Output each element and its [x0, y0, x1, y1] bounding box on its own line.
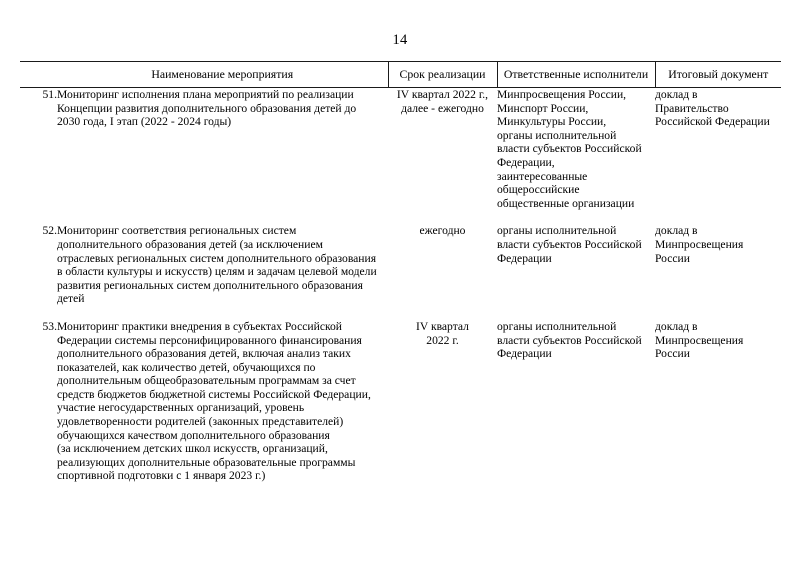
text-line: власти субъектов Российской [497, 333, 642, 347]
column-header-name: Наименование мероприятия [57, 62, 388, 88]
text-line: дополнительного образования детей, включая анализ таких [57, 347, 351, 361]
row-document [655, 320, 781, 483]
text-line: Минпросвещения России, [497, 88, 627, 101]
column-header-term: Срок реализации [388, 62, 497, 88]
text-line: показателей, как количество детей, обучающихся по [57, 360, 316, 374]
row-document [655, 224, 781, 306]
table-header-row [20, 62, 781, 88]
row-term [388, 224, 497, 306]
text-line: Российской Федерации [655, 115, 770, 129]
text-line: власти субъектов Российской [497, 237, 642, 251]
page-number: 14 [392, 32, 408, 48]
text-line: детей [57, 292, 85, 306]
text-line: общественные организации [497, 196, 635, 210]
row-number: 53. [42, 319, 57, 333]
text-line: Минпросвещения [655, 237, 744, 251]
text-line: России [655, 251, 690, 265]
row-term [388, 88, 497, 211]
text-line: доклад в [655, 319, 698, 333]
text-line: в области культуры и искусств) целям и задачам целевой модели [57, 265, 377, 279]
table-row [20, 88, 781, 211]
row-activity-name [57, 224, 388, 306]
row-activity-name [57, 320, 388, 483]
text-line: Федерации, [497, 155, 555, 169]
text-line: удовлетворенности родителей (законных представителей) [57, 415, 344, 429]
text-line: (за исключением детских школ искусств, организаций, [57, 442, 328, 456]
text-line: средств бюджетов бюджетной системы Российской Федерации, [57, 387, 371, 401]
table-row [20, 224, 781, 306]
text-line: Федерации [497, 347, 552, 361]
text-line: отраслевых региональных систем дополнительного образования [57, 251, 377, 265]
row-spacer [20, 210, 781, 224]
row-number: 52. [42, 224, 57, 238]
text-line: участие негосударственных организаций, уровень [57, 401, 305, 415]
table-header [20, 62, 781, 88]
text-line: IV квартал 2022 г., [396, 88, 489, 101]
row-activity-name [57, 88, 388, 211]
text-line: Мониторинг исполнения плана мероприятий по реализации [57, 88, 354, 101]
row-responsible [497, 224, 655, 306]
text-line: органы исполнительной [497, 224, 617, 238]
text-line: Минкультуры России, [497, 115, 607, 129]
activities-table [20, 61, 781, 483]
text-line: Минпросвещения [655, 333, 744, 347]
text-line: Мониторинг практики внедрения в субъектах Российской [57, 319, 343, 333]
text-line: власти субъектов Российской [497, 142, 642, 156]
text-line: заинтересованные [497, 169, 588, 183]
row-spacer-cell [20, 210, 781, 224]
text-line: далее - ежегодно [401, 101, 484, 115]
text-line: обучающихся качеством дополнительного образования [57, 428, 330, 442]
text-line: общероссийские [497, 183, 580, 197]
row-number: 51. [42, 88, 57, 101]
text-line: Мониторинг соответствия региональных систем [57, 224, 297, 238]
text-line: спортивной подготовки с 1 января 2023 г.) [57, 469, 266, 483]
text-line: 2030 года, I этап (2022 - 2024 годы) [57, 115, 232, 129]
column-header-document: Итоговый документ [655, 62, 781, 88]
text-line: России [655, 347, 690, 361]
text-line: доклад в [655, 224, 698, 238]
text-line: 2022 г. [426, 333, 459, 347]
table-row [20, 320, 781, 483]
row-responsible [497, 88, 655, 211]
text-line: ежегодно [419, 224, 466, 238]
text-line: дополнительным общеобразовательным программам за счет [57, 374, 356, 388]
row-responsible [497, 320, 655, 483]
text-line: Концепции развития дополнительного образования детей до [57, 101, 357, 115]
text-line: реализующих дополнительные образовательные программы [57, 455, 356, 469]
column-header-number [20, 62, 57, 88]
text-line: Федерации системы персонифицированного финансирования [57, 333, 362, 347]
text-line: дополнительного образования детей (за исключением [57, 237, 323, 251]
column-header-responsible: Ответственные исполнители [497, 62, 655, 88]
text-line: доклад в [655, 88, 698, 101]
row-spacer-cell [20, 306, 781, 320]
text-line: органы исполнительной [497, 128, 617, 142]
row-term [388, 320, 497, 483]
text-line: развития региональных систем дополнительного образования [57, 278, 363, 292]
row-document [655, 88, 781, 211]
text-line: Минспорт России, [497, 101, 589, 115]
text-line: Правительство [655, 101, 729, 115]
text-line: органы исполнительной [497, 319, 617, 333]
text-line: IV квартал [416, 319, 469, 333]
row-spacer [20, 306, 781, 320]
table-body [20, 88, 781, 484]
text-line: Федерации [497, 251, 552, 265]
